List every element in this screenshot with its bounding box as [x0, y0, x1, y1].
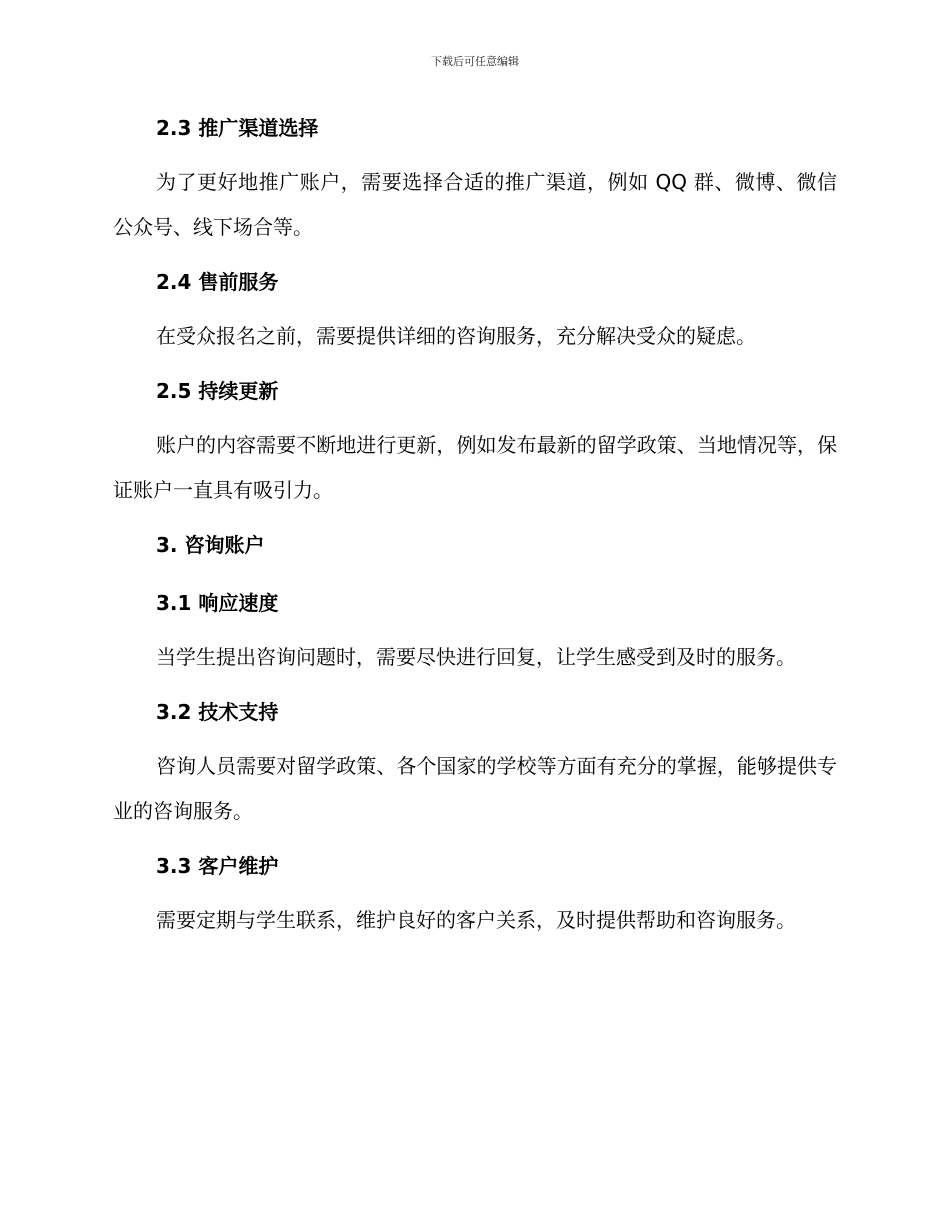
page-header: 下载后可任意编辑 [431, 55, 519, 68]
section-heading: 3.1 响应速度 [156, 591, 279, 615]
chapter-heading: 3. 咨询账户 [156, 533, 265, 557]
section-paragraph: 需要定期与学生联系，维护良好的客户关系，及时提供帮助和咨询服务。 [156, 908, 796, 932]
section-paragraph: 咨询人员需要对留学政策、各个国家的学校等方面有充分的掌握，能够提供专业的咨询服务。 [113, 754, 837, 823]
section-paragraph: 当学生提出咨询问题时，需要尽快进行回复，让学生感受到及时的服务。 [156, 645, 796, 669]
section-heading: 3.3 客户维护 [156, 854, 279, 878]
section-paragraph: 在受众报名之前，需要提供详细的咨询服务，充分解决受众的疑虑。 [156, 324, 756, 348]
section-paragraph: 为了更好地推广账户，需要选择合适的推广渠道，例如 QQ 群、微博、微信公众号、线下场合等。 [113, 170, 837, 239]
section-paragraph: 账户的内容需要不断地进行更新，例如发布最新的留学政策、当地情况等，保证账户一直具有吸引力。 [113, 433, 837, 502]
document-body [113, 110, 837, 943]
section-heading: 2.5 持续更新 [156, 379, 279, 403]
section-heading: 2.4 售前服务 [156, 270, 279, 294]
section-heading: 2.3 推广渠道选择 [156, 116, 319, 140]
section-heading: 3.2 技术支持 [156, 700, 279, 724]
